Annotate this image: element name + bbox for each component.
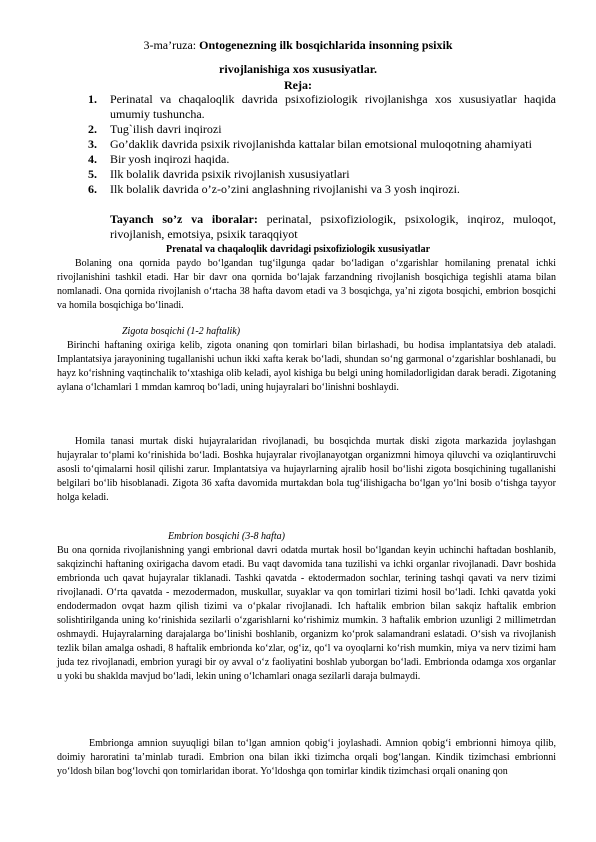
plan-item-number: 4. (88, 152, 97, 166)
body-paragraph: Bolaning ona qornida paydo bo‘lgandan tug‘ilgunga qadar bo‘ladigan o‘zgarishlar homilaning prenatal ichki rivojlanishini tashkil etadi. Har bir davr ona qornida bo‘lajak farzandning rivojlanish bosqichiga tegishli atama bilan nomlanadi. Ona qornida rivojlanish o‘rtacha 38 hafta davom etadi va 3 bosqichga, ya’ni zigota bosqichi, embrion bosqichi va homila bosqichiga bo‘linadi. (57, 258, 556, 311)
lecture-prefix: 3-ma’ruza: (143, 38, 200, 52)
body-paragraph: Birinchi haftaning oxiriga kelib, zigota onaning qon tomirlari bilan birlashadi, bu hodisa implantatsiya deb ataladi. Implantatsiya jarayonining tugallanishi uchun ikki xafta kerak bo‘ladi, shundan so‘ng garmonal o‘zgarishlar boshlanadi, bu hayz ko‘rishning vaqtinchalik to‘xtashiga olib keladi, ayol kishiga bu belgi uning homiladorligidan darak beradi. Zigotaning aylana o‘lchamlari 1 mmdan kamroq bo‘ladi, uning hujayralari bo‘linishni boshlaydi. (57, 340, 556, 393)
section-heading: Prenatal va chaqaloqlik davridagi psixofiziologik xususiyatlar (165, 244, 431, 255)
plan-item (88, 152, 556, 167)
subsection-heading: Zigota bosqichi (1-2 haftalik) (122, 326, 241, 337)
plan-item (88, 167, 556, 182)
plan-item (88, 182, 556, 197)
body-paragraph: Bu ona qornida rivojlanishning yangi embrional davri odatda murtak hosil bo‘lgandan keyin uchinchi haftadan boshlanib, sakqizinchi haftaning oxirigacha davom etadi. Bu vaqt davomida tana tuzilishi va ichki organlar rivojlanadi. Davr boshida embrionda uch qavat hujayralar tiklanadi. Tashki qavatda - ektodermadon sochlar, terining tashqi qavati va nerv tizimi rivojlanadi. O‘rta qavatda - mezodermadon, muskullar, suyaklar va qon tomirlari tizimi hosil bo‘ladi. Ichki qavatda yoki endodermadon ovqat hazm qilish tizimi va o‘pkalar rivojlanadi. Ich haftalik embrion bilan sakqiz haftalik embrion solishtirilganda uning ko‘rinishida sezilarli o‘zgarishlarni ko‘rishimiz mumkin. 3 haftalik embrion uzunligi 2 millimetrdan oshmaydi. Hujayralarning darajalarga bo‘linishi boshlanib, organizm ko‘prok salamandrani eslatadi. O‘sish va rivojlanish tezlik bilan amalga oshadi, 8 haftalik embrionda ko‘zlar, og‘iz, qo‘l va oyoqlarni ko‘rish mumkin, miya va nerv tizimi ham juda tez rivojlanadi, embrion yuragi bir oy avval o‘z faoliyatini boshlab yuborgan bo‘ladi. Embrionda odamga xos organlar u yoki bu shaklda mavjud bo‘ladi, lekin uning o‘lchamlari onaga sezilarli daraja bulmaydi. (57, 545, 556, 682)
plan-item-text: Ilk bolalik davrida o’z-o’zini anglashning rivojlanishi va 3 yosh inqirozi. (110, 182, 460, 196)
keywords-label: Tayanch so’z va iboralar: (110, 212, 258, 226)
plan-item-text: Tug`ilish davri inqirozi (110, 122, 222, 136)
body-paragraph: Homila tanasi murtak diski hujayralaridan rivojlanadi, bu bosqichda murtak diski zigota markazida joylashgan hujayralar to‘plami ko‘rinishida bo‘ladi. Boshka hujayralar rivojlanayotgan organizmni himoya qiluvchi va oziqlantiruvchi asosli to‘qimalarni hosil qilishi zarur. Implantatsiya va hujayrlarning ajralib hosil bo‘lishi zigota bosqichining tugallanishi belgilari bo‘lib hisoblanadi. Zigota 36 xafta davomida murtakdan bola tug‘ilishigacha bo‘lgan yo‘lni bosib o‘tishga tayyor holga keladi. (57, 436, 556, 503)
plan-item-text: Bir yosh inqirozi haqida. (110, 152, 230, 166)
plan-item (88, 92, 556, 122)
subsection-heading: Embrion bosqichi (3-8 hafta) (168, 531, 285, 542)
plan-item (88, 137, 556, 152)
plan-item-text: Go’daklik davrida psixik rivojlanishda kattalar bilan emotsional muloqotning ahamiyati (110, 137, 532, 151)
lecture-title-line2: rivojlanishiga xos xususiyatlar. (219, 62, 377, 76)
body-paragraph: Embrionga amnion suyuqligi bilan to‘lgan amnion qobig‘i joylashadi. Amnion qobig‘i embrionni himoya qilib, doimiy haroratini ta’minlab turadi. Embrion ona bilan ikki tizimcha orqali bog‘langan. Kindik tizimchasi embrionni yo‘ldosh bilan bog‘lovchi qon tomirlaridan iborat. Yo‘ldoshga qon tomirlar kindik tizimchasi orqali onaning qon (57, 738, 556, 777)
keywords-block (110, 212, 556, 242)
plan-list (88, 92, 556, 197)
plan-item-number: 2. (88, 122, 97, 136)
plan-item-text: Ilk bolalik davrida psixik rivojlanish xususiyatlari (110, 167, 350, 181)
plan-item-number: 3. (88, 137, 97, 151)
lecture-title-line1 (0, 38, 596, 53)
plan-item-number: 1. (88, 92, 97, 106)
plan-item-number: 5. (88, 167, 97, 181)
plan-item (88, 122, 556, 137)
plan-heading: Reja: (284, 78, 312, 92)
plan-item-number: 6. (88, 182, 97, 196)
keywords-text: perinatal, psixofiziologik, psixologik, inqiroz, muloqot, rivojlanish, emotsiya, psixik taraqqiyot (110, 212, 556, 241)
plan-item-text: Perinatal va chaqaloqlik davrida psixofiziologik rivojlanishga xos xususiyatlar haqida umumiy tushuncha. (110, 92, 556, 121)
lecture-title: Ontogenezning ilk bosqichlarida insonning psixik (199, 38, 453, 52)
